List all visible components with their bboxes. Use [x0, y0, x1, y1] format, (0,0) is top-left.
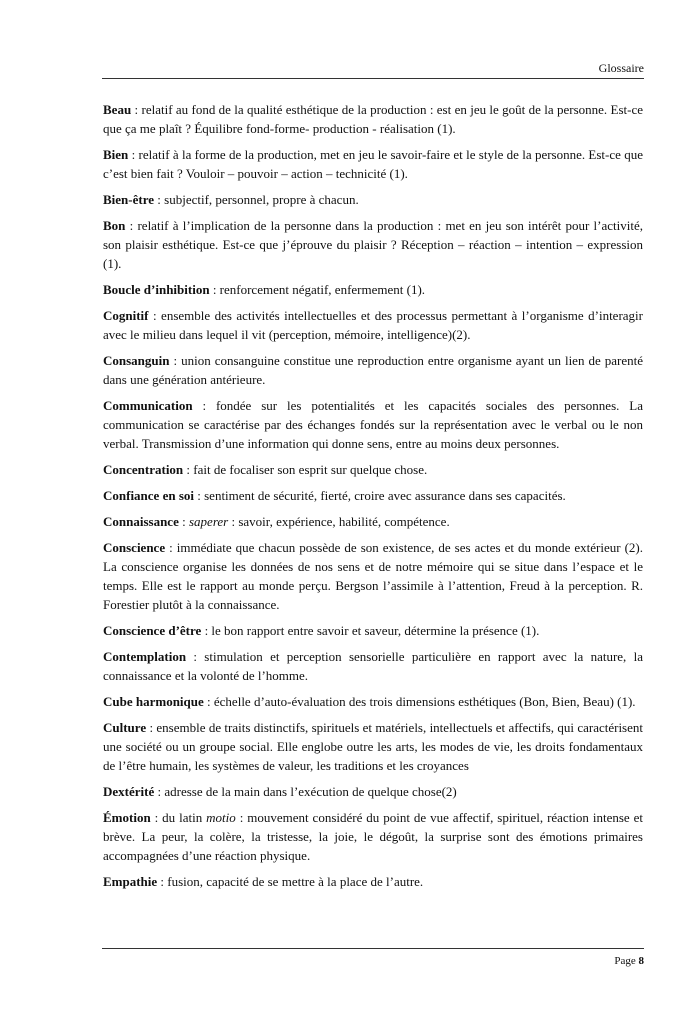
glossary-entry: [103, 718, 643, 775]
glossary-entry: [103, 100, 643, 138]
glossary-definition: : relatif au fond de la qualité esthétique de la production : est en jeu le goût de la personne. Est-ce que ça me plaît ? Équilibre fond-forme- production - réalisation (1).: [103, 102, 643, 136]
glossary-term: Cognitif: [103, 308, 149, 323]
glossary-entry: [103, 486, 643, 505]
glossary-body: [103, 100, 643, 898]
glossary-entry: [103, 351, 643, 389]
glossary-entry: [103, 512, 643, 531]
glossary-term: Boucle d’inhibition: [103, 282, 210, 297]
glossary-definition: :: [178, 514, 189, 529]
glossary-definition: : subjectif, personnel, propre à chacun.: [154, 192, 359, 207]
glossary-entry: [103, 306, 643, 344]
glossary-term: Conscience: [103, 540, 166, 555]
glossary-term: Contemplation: [103, 649, 187, 664]
glossary-definition: : union consanguine constitue une reproduction entre organisme ayant un lien de parenté dans une génération antérieure.: [103, 353, 643, 387]
glossary-entry: [103, 692, 643, 711]
glossary-term: Consanguin: [103, 353, 170, 368]
glossary-entry: [103, 216, 643, 273]
glossary-definition: : relatif à l’implication de la personne dans la production : met en jeu son intérêt pour l’activité, son plaisir esthétique. Est-ce que j’éprouve du plaisir ? Réception – réaction – intention – expression (1).: [103, 218, 643, 271]
glossary-entry: [103, 621, 643, 640]
page-header: [102, 60, 644, 79]
glossary-definition: : du latin: [150, 810, 207, 825]
glossary-entry: [103, 280, 643, 299]
glossary-definition: : relatif à la forme de la production, met en jeu le savoir-faire et le style de la personne. Est-ce que c’est bien fait ? Vouloir – pouvoir – action – technicité (1).: [103, 147, 643, 181]
glossary-term: Culture: [103, 720, 147, 735]
glossary-entry: [103, 808, 643, 865]
glossary-definition: : ensemble de traits distinctifs, spirituels et matériels, intellectuels et affectifs, qui caractérisent une société ou un groupe social. Elle englobe outre les arts, les modes de vie, les droits fondamentaux de l’être humain, les systèmes de valeur, les traditions et les croyances: [103, 720, 643, 773]
glossary-definition: : stimulation et perception sensorielle particulière en rapport avec la nature, la connaissance et la volonté de l’homme.: [103, 649, 643, 683]
glossary-definition: : ensemble des activités intellectuelles et des processus permettant à l’organisme d’interagir avec le milieu dans lequel il vit (perception, mémoire, intelligence)(2).: [103, 308, 643, 342]
glossary-definition: : fondée sur les potentialités et les capacités sociales des personnes. La communication se caractérise par des échanges fondés sur la représentation avec le verbal ou le non verbal. Transmission d’une information qui donne sens, entre au moins deux personnes.: [103, 398, 643, 451]
glossary-term: Bien-être: [103, 192, 155, 207]
glossary-entry: [103, 647, 643, 685]
glossary-term: Dextérité: [103, 784, 155, 799]
glossary-entry: [103, 538, 643, 614]
glossary-definition: : renforcement négatif, enfermement (1).: [209, 282, 426, 297]
glossary-definition: : le bon rapport entre savoir et saveur, détermine la présence (1).: [201, 623, 540, 638]
glossary-definition: : fusion, capacité de se mettre à la place de l’autre.: [157, 874, 424, 889]
glossary-italic-word: motio: [206, 810, 236, 825]
glossary-term: Communication: [103, 398, 193, 413]
glossary-italic-word: saperer: [188, 514, 229, 529]
glossary-definition: : fait de focaliser son esprit sur quelque chose.: [183, 462, 428, 477]
glossary-definition: : échelle d’auto-évaluation des trois dimensions esthétiques (Bon, Bien, Beau) (1).: [203, 694, 636, 709]
glossary-term: Beau: [103, 102, 132, 117]
glossary-entry: [103, 782, 643, 801]
glossary-entry: [103, 396, 643, 453]
page-label: Page: [614, 955, 639, 967]
page-footer: [102, 948, 644, 969]
glossary-term: Connaissance: [103, 514, 179, 529]
glossary-term: Bon: [103, 218, 126, 233]
glossary-definition: : sentiment de sécurité, fierté, croire avec assurance dans ses capacités.: [194, 488, 566, 503]
glossary-entry: [103, 872, 643, 891]
glossary-definition-rest: : savoir, expérience, habilité, compétence.: [228, 514, 450, 529]
glossary-term: Bien: [103, 147, 129, 162]
glossary-entry: [103, 190, 643, 209]
glossary-definition: : adresse de la main dans l’exécution de quelque chose(2): [154, 784, 457, 799]
header-title: Glossaire: [598, 61, 644, 75]
glossary-term: Émotion: [103, 810, 151, 825]
glossary-term: Confiance en soi: [103, 488, 194, 503]
glossary-term: Empathie: [103, 874, 158, 889]
glossary-term: Concentration: [103, 462, 184, 477]
glossary-term: Conscience d’être: [103, 623, 202, 638]
glossary-definition-rest: : mouvement considéré du point de vue affectif, spirituel, réaction intense et brève. La peur, la colère, la tristesse, la joie, le dégoût, la surprise sont des émotions primaires accompagnées d’une réaction physique.: [103, 810, 644, 863]
glossary-entry: [103, 460, 643, 479]
glossary-term: Cube harmonique: [103, 694, 204, 709]
page-number: 8: [638, 955, 644, 967]
glossary-definition: : immédiate que chacun possède de son existence, de ses actes et du monde extérieur (2). La conscience organise les données de nos sens et de notre mémoire qui se situe dans l’espace et le temps. Elle est le rapport au monde perçu. Bergson l’assimile à l’attention, Freud à la perception. R. Forestier plutôt à la connaissance.: [103, 540, 643, 612]
glossary-entry: [103, 145, 643, 183]
